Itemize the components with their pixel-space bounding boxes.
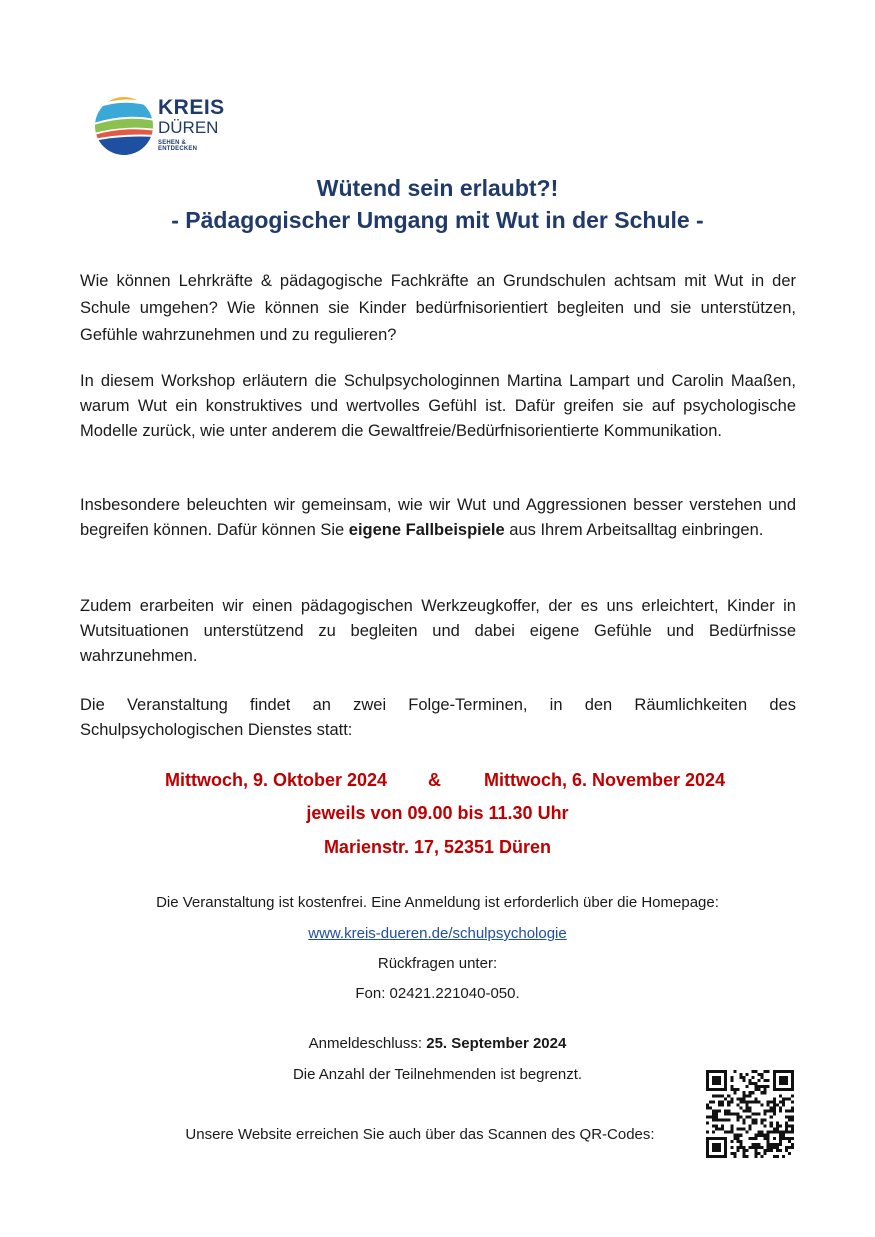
deadline-value: 25. September 2024 [426, 1035, 567, 1052]
event-times: jeweils von 09.00 bis 11.30 Uhr [306, 803, 569, 823]
info-deadline [60, 1034, 815, 1054]
logo-tagline: SEHEN & ENTDECKEN [158, 140, 198, 152]
paragraph-intro: Wie können Lehrkräfte & pädagogische Fachkräfte an Grundschulen achtsam mit Wut in der Schule umgehen? Wie können sie Kinder bedürfnisorientiert begleiten und sie unterstützen, Gefühle wahrzunehmen und zu regulieren? [80, 272, 796, 344]
paragraph-workshop: In diesem Workshop erläutern die Schulpsychologinnen Martina Lampart und Carolin Maaßen, warum Wut ein konstruktives und wertvolles Gefühl ist. Dafür greifen sie auf psychologische Modelle zurück, wie unter anderem die Gewaltfreie/Bedürfnisorientierte Kommunikation. [80, 372, 796, 440]
logo-word-kreis: KREIS [158, 96, 225, 119]
title-line-2: - Pädagogischer Umgang mit Wut in der Schule - [171, 207, 704, 233]
info-link-row [60, 924, 815, 944]
paragraph-dates-intro: Die Veranstaltung findet an zwei Folge-Terminen, in den Räumlichkeiten des Schulpsychologischen Dienstes statt: [80, 696, 796, 739]
qr-code-icon[interactable] [706, 1070, 794, 1158]
paragraph-case-examples [80, 493, 796, 543]
event-date-1: Mittwoch, 9. Oktober 2024 [165, 770, 388, 790]
paragraph-case-bold: eigene Fallbeispiele [348, 521, 505, 539]
logo-word-dueren: DÜREN [158, 118, 219, 137]
event-address: Marienstr. 17, 52351 Düren [323, 837, 552, 857]
info-cost: Die Veranstaltung ist kostenfrei. Eine Anmeldung ist erforderlich über die Homepage: [156, 894, 719, 911]
logo-emblem-icon [94, 95, 156, 157]
info-limited: Die Anzahl der Teilnehmenden ist begrenzt. [292, 1066, 583, 1083]
info-questions: Rückfragen unter: [377, 955, 498, 972]
title-line-1: Wütend sein erlaubt?! [316, 175, 559, 201]
registration-link[interactable]: www.kreis-dueren.de/schulpsychologie [308, 925, 567, 942]
info-phone: Fon: 02421.221040-050. [355, 985, 520, 1002]
event-date-ampersand: & [428, 770, 441, 790]
info-qr-hint: Unsere Website erreichen Sie auch über das Scannen des QR-Codes: [185, 1126, 655, 1143]
kreis-dueren-logo [94, 95, 224, 157]
event-date-2: Mittwoch, 6. November 2024 [484, 770, 726, 790]
deadline-label: Anmeldeschluss: [308, 1035, 427, 1052]
paragraph-case-text-2: aus Ihrem Arbeitsalltag einbringen. [504, 521, 764, 539]
paragraph-case-text-1: Insbesondere beleuchten wir gemeinsam, wie wir Wut und Aggressionen besser verstehen und begreifen können. Dafür können Sie [80, 496, 796, 539]
paragraph-toolkit: Zudem erarbeiten wir einen pädagogischen Werkzeugkoffer, der es uns erleichtert, Kinder in Wutsituationen unterstützend zu begleiten und dabei eigene Gefühle und Bedürfnisse wahrzunehmen. [80, 597, 796, 665]
